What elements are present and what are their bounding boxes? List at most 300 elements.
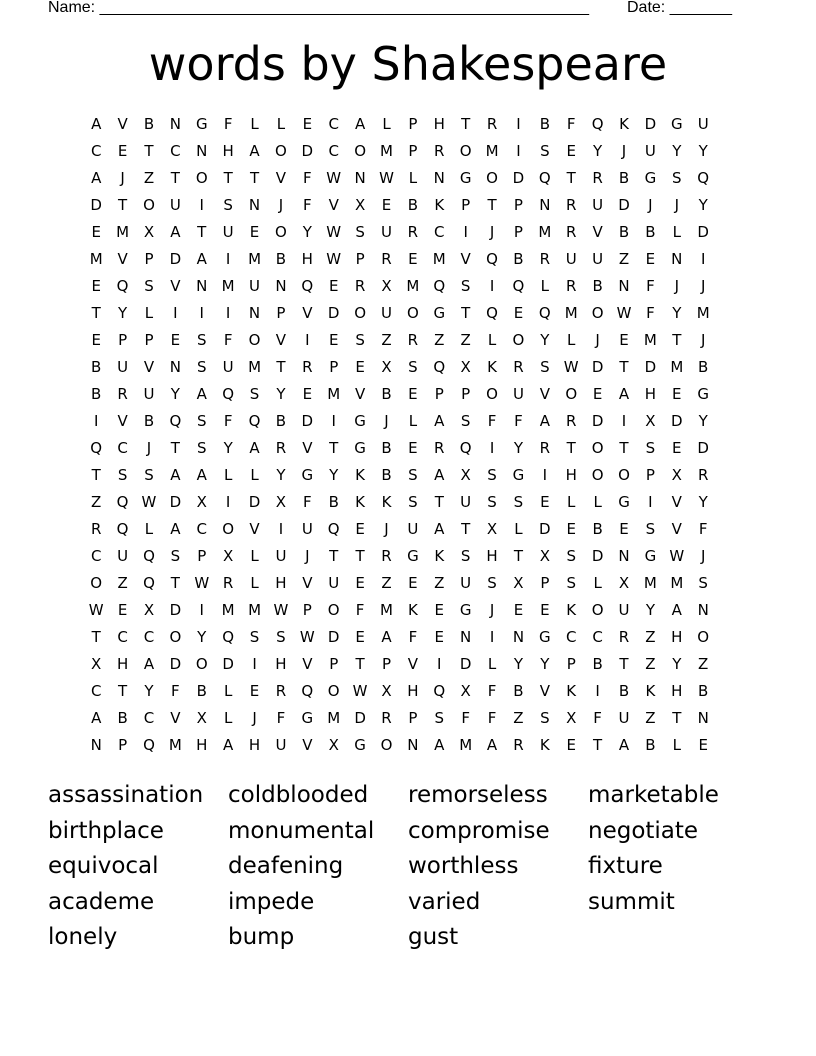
grid-letter: K [434, 547, 445, 565]
grid-letter: A [434, 520, 445, 538]
grid-letter: T [566, 169, 576, 187]
grid-letter: M [670, 574, 684, 592]
grid-letter: T [461, 520, 471, 538]
grid-letter: Y [698, 196, 708, 214]
grid-letter: Z [91, 493, 102, 511]
grid-letter: O [486, 169, 498, 187]
grid-letter: R [407, 223, 419, 241]
grid-letter: S [645, 439, 656, 457]
grid-letter: T [329, 547, 339, 565]
grid-letter: O [459, 142, 472, 160]
grid-letter: S [645, 520, 656, 538]
grid-letter: L [514, 520, 523, 538]
grid-letter: N [169, 358, 181, 376]
grid-letter: M [643, 331, 657, 349]
grid-letter: Y [170, 385, 180, 403]
grid-letter: T [170, 574, 180, 592]
grid-letter: O [169, 628, 182, 646]
grid-letter: P [302, 601, 312, 619]
grid-letter: V [539, 385, 550, 403]
grid-letter: L [672, 223, 681, 241]
word-bank-item: deafening [228, 853, 344, 879]
grid-letter: U [460, 493, 472, 511]
grid-letter: D [644, 358, 657, 376]
grid-letter: Q [116, 493, 129, 511]
grid-letter: D [644, 115, 657, 133]
grid-letter: V [671, 493, 682, 511]
grid-letter: M [432, 250, 446, 268]
grid-letter: V [328, 196, 339, 214]
grid-letter: S [566, 574, 576, 592]
grid-letter: S [170, 547, 181, 565]
grid-letter: S [540, 142, 550, 160]
grid-letter: T [619, 358, 629, 376]
grid-letter: S [487, 493, 497, 511]
grid-row [83, 521, 743, 548]
grid-letter: T [91, 304, 101, 322]
grid-letter: S [144, 277, 154, 295]
word-bank-item: summit [588, 888, 675, 915]
grid-row [83, 602, 743, 629]
grid-row [83, 386, 743, 413]
grid-letter: Y [276, 466, 286, 484]
grid-letter: Y [698, 142, 708, 160]
grid-letter: R [381, 250, 392, 268]
grid-letter: E [566, 736, 576, 754]
grid-letter: O [591, 601, 604, 619]
grid-letter: Z [618, 250, 630, 268]
grid-letter: K [539, 736, 550, 754]
grid-letter: D [169, 493, 182, 511]
grid-letter: H [433, 115, 445, 133]
grid-letter: D [697, 223, 709, 241]
grid-letter: J [252, 709, 257, 727]
grid-letter: H [671, 682, 683, 700]
grid-letter: E [619, 331, 629, 349]
grid-letter: Q [116, 277, 129, 295]
grid-letter: E [540, 493, 550, 511]
grid-letter: A [170, 466, 181, 484]
grid-letter: S [540, 358, 550, 376]
grid-letter: P [197, 547, 207, 565]
grid-letter: O [486, 385, 498, 403]
grid-letter: I [542, 466, 548, 484]
grid-letter: D [301, 412, 314, 430]
grid-letter: U [301, 520, 313, 538]
grid-letter: V [249, 520, 260, 538]
grid-letter: M [538, 223, 552, 241]
grid-letter: G [459, 169, 472, 187]
grid-letter: W [616, 304, 632, 322]
grid-letter: D [169, 655, 182, 673]
word-bank-item: coldblooded [228, 782, 369, 808]
grid-letter: I [199, 304, 204, 322]
grid-letter: M [485, 142, 499, 160]
grid-row [83, 251, 743, 278]
grid-letter: U [407, 520, 419, 538]
grid-letter: S [513, 493, 524, 511]
grid-letter: T [461, 115, 471, 133]
grid-letter: Y [197, 628, 207, 646]
grid-letter: B [618, 682, 630, 700]
grid-letter: O [591, 466, 604, 484]
grid-letter: R [539, 250, 551, 268]
grid-letter: Z [434, 331, 445, 349]
grid-row [83, 548, 743, 575]
grid-letter: O [354, 142, 366, 160]
grid-letter: L [382, 115, 391, 133]
grid-letter: O [275, 223, 287, 241]
grid-letter: Z [460, 331, 471, 349]
grid-letter: L [223, 709, 233, 727]
grid-letter: R [434, 142, 445, 160]
grid-letter: O [591, 304, 604, 322]
grid-letter: D [248, 493, 261, 511]
grid-letter: U [169, 196, 181, 214]
grid-row [83, 656, 743, 683]
grid-letter: J [700, 277, 706, 295]
grid-letter: A [170, 223, 181, 241]
grid-letter: Q [486, 304, 498, 322]
grid-letter: T [276, 358, 286, 376]
grid-letter: A [381, 628, 392, 646]
grid-letter: D [327, 304, 340, 322]
grid-letter: F [514, 412, 523, 430]
grid-letter: Y [302, 223, 312, 241]
grid-letter: R [434, 439, 445, 457]
grid-letter: K [434, 196, 445, 214]
grid-letter: N [407, 736, 419, 754]
grid-letter: H [565, 466, 577, 484]
grid-letter: G [433, 304, 446, 322]
grid-letter: S [117, 466, 128, 484]
grid-letter: E [91, 277, 101, 295]
grid-letter: N [433, 169, 445, 187]
grid-letter: O [222, 520, 235, 538]
grid-letter: C [328, 115, 339, 133]
grid-letter: Q [538, 304, 551, 322]
grid-letter: Q [222, 385, 235, 403]
grid-row [83, 143, 743, 170]
grid-letter: L [567, 493, 576, 511]
grid-letter: U [381, 223, 392, 241]
grid-letter: X [460, 466, 471, 484]
grid-letter: A [249, 439, 260, 457]
grid-letter: W [669, 547, 685, 565]
grid-letter: B [381, 466, 392, 484]
grid-letter: T [249, 169, 260, 187]
grid-letter: X [566, 709, 577, 727]
grid-letter: L [593, 574, 602, 592]
grid-letter: O [380, 736, 393, 754]
grid-letter: S [144, 466, 154, 484]
grid-letter: V [302, 439, 313, 457]
grid-letter: I [331, 412, 336, 430]
grid-letter: T [329, 439, 339, 457]
grid-letter: E [117, 142, 128, 160]
grid-letter: K [381, 493, 392, 511]
grid-letter: S [196, 439, 207, 457]
grid-letter: E [249, 223, 260, 241]
grid-letter: O [512, 331, 525, 349]
grid-row [83, 440, 743, 467]
grid-letter: I [173, 304, 178, 322]
grid-letter: D [591, 412, 604, 430]
grid-letter: R [513, 358, 524, 376]
grid-letter: B [539, 115, 550, 133]
grid-letter: H [275, 655, 287, 673]
grid-letter: B [275, 412, 287, 430]
grid-letter: B [381, 385, 392, 403]
word-bank-item: assassination [48, 782, 204, 808]
grid-row [83, 629, 743, 656]
grid-letter: Y [645, 601, 655, 619]
grid-letter: X [328, 736, 339, 754]
grid-row [83, 305, 743, 332]
grid-letter: V [170, 277, 181, 295]
grid-letter: R [381, 709, 392, 727]
grid-letter: K [566, 601, 577, 619]
grid-letter: S [672, 169, 682, 187]
grid-letter: P [513, 223, 523, 241]
grid-letter: T [355, 655, 365, 673]
grid-letter: J [146, 439, 152, 457]
word-search-grid [83, 116, 743, 764]
grid-letter: I [489, 277, 495, 295]
grid-letter: J [674, 196, 679, 214]
grid-letter: D [591, 358, 604, 376]
grid-letter: V [407, 655, 419, 673]
grid-letter: R [566, 412, 577, 430]
grid-letter: O [195, 169, 208, 187]
grid-letter: T [355, 547, 365, 565]
grid-letter: Q [301, 682, 314, 700]
grid-letter: A [196, 250, 207, 268]
grid-letter: U [275, 547, 287, 565]
grid-letter: M [406, 277, 420, 295]
word-bank-item: negotiate [588, 817, 699, 844]
grid-letter: L [276, 115, 286, 133]
grid-letter: S [408, 358, 418, 376]
grid-row [83, 575, 743, 602]
grid-letter: B [196, 682, 207, 700]
grid-letter: M [116, 223, 130, 241]
grid-letter: I [516, 115, 521, 133]
word-bank-item: marketable [588, 782, 719, 808]
grid-letter: S [487, 574, 497, 592]
word-bank-item: fixture [588, 853, 663, 879]
grid-letter: T [170, 169, 180, 187]
grid-letter: L [223, 466, 233, 484]
grid-letter: L [672, 736, 681, 754]
grid-letter: D [539, 520, 551, 538]
grid-letter: S [566, 547, 576, 565]
grid-letter: F [303, 196, 312, 214]
grid-letter: F [408, 628, 418, 646]
grid-letter: R [90, 520, 102, 538]
grid-letter: Z [645, 709, 656, 727]
grid-letter: H [275, 574, 287, 592]
grid-letter: U [618, 601, 630, 619]
grid-letter: J [278, 196, 284, 214]
grid-letter: G [512, 466, 525, 484]
grid-letter: H [196, 736, 208, 754]
grid-letter: B [698, 358, 709, 376]
word-bank-item: varied [408, 888, 481, 915]
grid-letter: P [118, 331, 128, 349]
grid-letter: N [671, 250, 683, 268]
grid-letter: C [117, 628, 128, 646]
grid-letter: A [223, 736, 234, 754]
grid-letter: Y [118, 304, 128, 322]
grid-letter: T [513, 547, 524, 565]
grid-letter: S [196, 412, 207, 430]
grid-letter: L [250, 547, 259, 565]
grid-letter: Q [486, 250, 498, 268]
grid-letter: D [459, 655, 472, 673]
grid-letter: I [621, 412, 627, 430]
grid-letter: H [116, 655, 129, 673]
grid-letter: X [196, 493, 207, 511]
grid-letter: M [221, 277, 235, 295]
grid-letter: V [117, 412, 128, 430]
grid-letter: M [248, 250, 262, 268]
grid-letter: S [460, 277, 471, 295]
grid-letter: I [463, 223, 468, 241]
grid-letter: X [618, 574, 630, 592]
grid-letter: Q [143, 547, 155, 565]
grid-letter: R [618, 628, 630, 646]
grid-letter: Y [276, 385, 286, 403]
grid-letter: Y [144, 682, 154, 700]
grid-letter: Y [672, 655, 682, 673]
grid-letter: J [595, 331, 600, 349]
grid-row [83, 359, 743, 386]
grid-letter: N [512, 628, 525, 646]
grid-letter: O [248, 331, 261, 349]
grid-letter: R [302, 358, 313, 376]
grid-letter: I [278, 520, 284, 538]
grid-letter: S [460, 547, 471, 565]
grid-letter: X [460, 358, 471, 376]
grid-row [83, 413, 743, 440]
grid-letter: A [91, 169, 102, 187]
grid-letter: A [196, 466, 207, 484]
grid-letter: B [275, 250, 287, 268]
grid-letter: G [459, 601, 472, 619]
grid-letter: R [592, 169, 603, 187]
grid-letter: O [195, 655, 208, 673]
grid-letter: O [618, 466, 630, 484]
grid-letter: R [566, 196, 577, 214]
grid-letter: G [697, 385, 709, 403]
grid-letter: R [513, 736, 524, 754]
grid-letter: A [249, 142, 260, 160]
grid-letter: P [408, 709, 418, 727]
grid-letter: C [90, 547, 102, 565]
grid-letter: Z [143, 169, 155, 187]
grid-letter: F [223, 115, 233, 133]
grid-letter: N [618, 277, 630, 295]
grid-letter: G [354, 439, 366, 457]
grid-letter: M [643, 574, 657, 592]
grid-letter: S [223, 196, 233, 214]
grid-letter: A [434, 736, 445, 754]
grid-letter: K [355, 466, 366, 484]
grid-letter: Y [223, 439, 233, 457]
grid-letter: Z [513, 709, 524, 727]
word-bank-item: birthplace [48, 817, 164, 844]
grid-letter: E [434, 601, 445, 619]
grid-letter: V [592, 223, 603, 241]
grid-letter: F [355, 601, 365, 619]
grid-letter: K [407, 601, 418, 619]
grid-letter: F [171, 682, 180, 700]
grid-letter: S [408, 493, 418, 511]
grid-letter: E [672, 439, 682, 457]
grid-letter: U [618, 709, 630, 727]
grid-letter: E [513, 601, 524, 619]
grid-row [83, 116, 743, 143]
grid-letter: G [301, 709, 314, 727]
grid-letter: Y [540, 655, 550, 673]
grid-letter: W [299, 628, 315, 646]
grid-letter: G [644, 547, 657, 565]
grid-letter: L [250, 466, 259, 484]
grid-letter: S [408, 466, 418, 484]
grid-letter: U [275, 736, 287, 754]
grid-letter: S [487, 466, 497, 484]
grid-letter: A [91, 709, 102, 727]
grid-letter: V [539, 682, 550, 700]
grid-letter: F [303, 169, 312, 187]
grid-letter: S [249, 628, 260, 646]
grid-letter: Z [645, 655, 656, 673]
grid-letter: M [380, 601, 393, 619]
grid-letter: P [540, 574, 550, 592]
grid-letter: R [117, 385, 128, 403]
word-bank-item: worthless [408, 853, 519, 879]
grid-letter: T [593, 736, 603, 754]
grid-letter: N [90, 736, 102, 754]
grid-letter: Z [434, 574, 445, 592]
grid-letter: Y [329, 466, 339, 484]
grid-letter: T [91, 628, 101, 646]
grid-letter: E [408, 250, 418, 268]
grid-letter: T [672, 331, 682, 349]
grid-letter: S [460, 412, 471, 430]
grid-letter: G [354, 412, 366, 430]
grid-letter: D [169, 250, 182, 268]
grid-letter: Z [381, 331, 392, 349]
grid-letter: D [618, 196, 630, 214]
grid-letter: U [117, 358, 129, 376]
grid-letter: B [513, 250, 524, 268]
grid-letter: C [434, 223, 445, 241]
grid-letter: D [697, 439, 709, 457]
grid-letter: B [592, 655, 603, 673]
grid-letter: N [275, 277, 287, 295]
grid-letter: K [566, 682, 577, 700]
grid-letter: D [90, 196, 102, 214]
grid-letter: E [381, 196, 392, 214]
grid-letter: P [144, 250, 154, 268]
grid-letter: W [379, 169, 394, 187]
grid-letter: H [407, 682, 419, 700]
grid-letter: N [354, 169, 366, 187]
grid-letter: Y [672, 304, 682, 322]
grid-letter: D [354, 709, 366, 727]
